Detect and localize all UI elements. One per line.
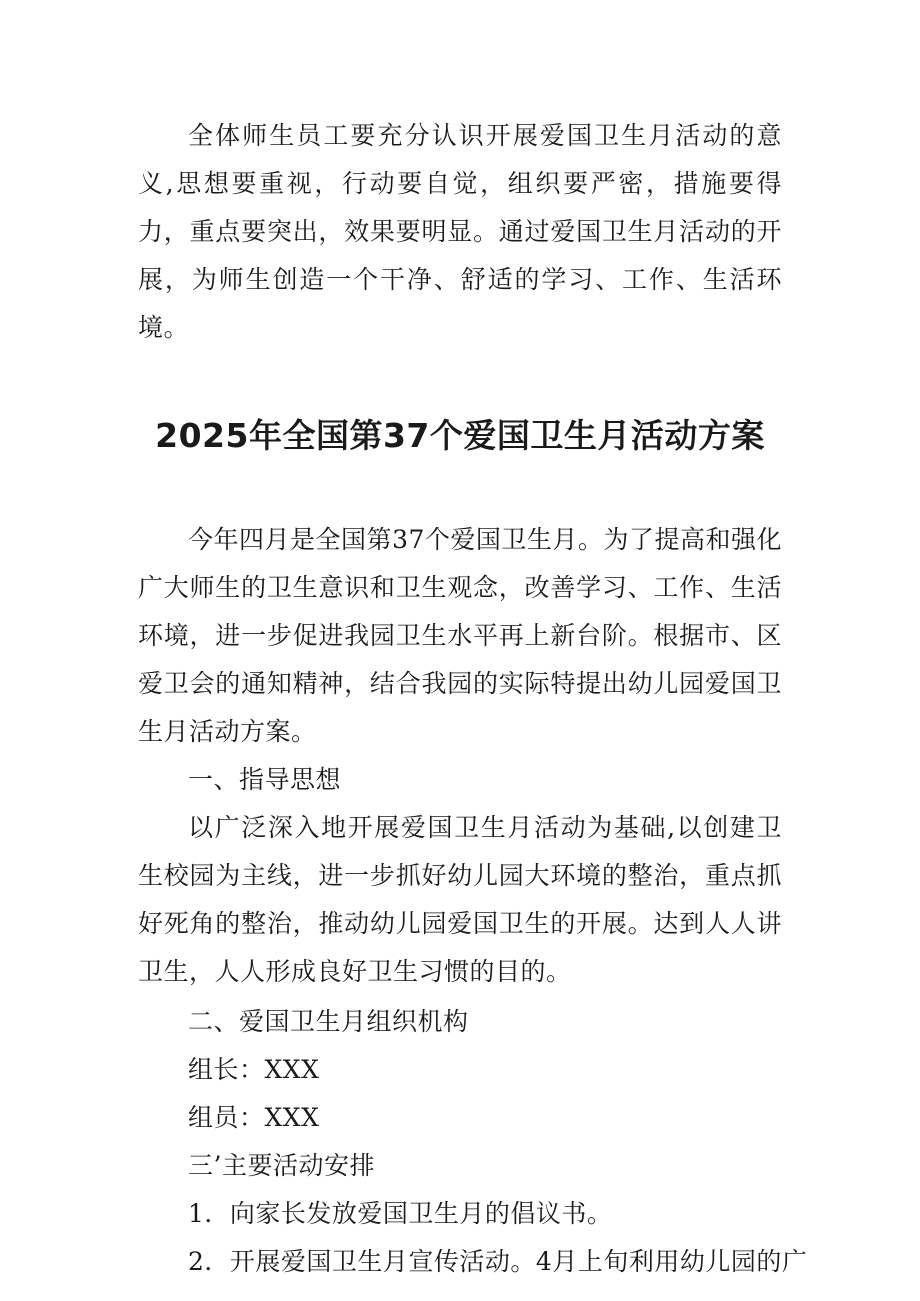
section1-heading: 一、指导思想 [188, 765, 342, 794]
list-item-1: 1．向家长发放爱国卫生月的倡议书。 [188, 1199, 613, 1228]
document-title: 2025年全国第37个爱国卫生月活动方案 [155, 416, 765, 455]
section3-heading: 三’主要活动安排 [188, 1151, 375, 1180]
section2-heading: 二、爱国卫生月组织机构 [188, 1007, 469, 1036]
member-line: 组员：XXX [188, 1103, 320, 1132]
intro-paragraph: 全体师生员工要充分认识开展爱国卫生月活动的意义,思想要重视，行动要自觉，组织要严密，措施要得力，重点要突出，效果要明显。通过爱国卫生月活动的开展，为师生创造一个干净、舒适的学习、工作、生活环境。 [138, 121, 782, 342]
leader-line: 组长：XXX [188, 1055, 320, 1084]
opening-paragraph: 今年四月是全国第37个爱国卫生月。为了提高和强化广大师生的卫生意识和卫生观念，改善学习、工作、生活环境，进一步促进我园卫生水平再上新台阶。根据市、区爱卫会的通知精神，结合我园的实际特提出幼儿园爱国卫生月活动方案。 [138, 525, 782, 746]
section1-paragraph: 以广泛深入地开展爱国卫生月活动为基础,以创建卫生校园为主线，进一步抓好幼儿园大环境的整治，重点抓好死角的整治，推动幼儿园爱国卫生的开展。达到人人讲卫生，人人形成良好卫生习惯的目的。 [138, 813, 782, 986]
list-item-2: 2．开展爱国卫生月宣传活动。4月上旬利用幼儿园的广 [188, 1247, 808, 1276]
